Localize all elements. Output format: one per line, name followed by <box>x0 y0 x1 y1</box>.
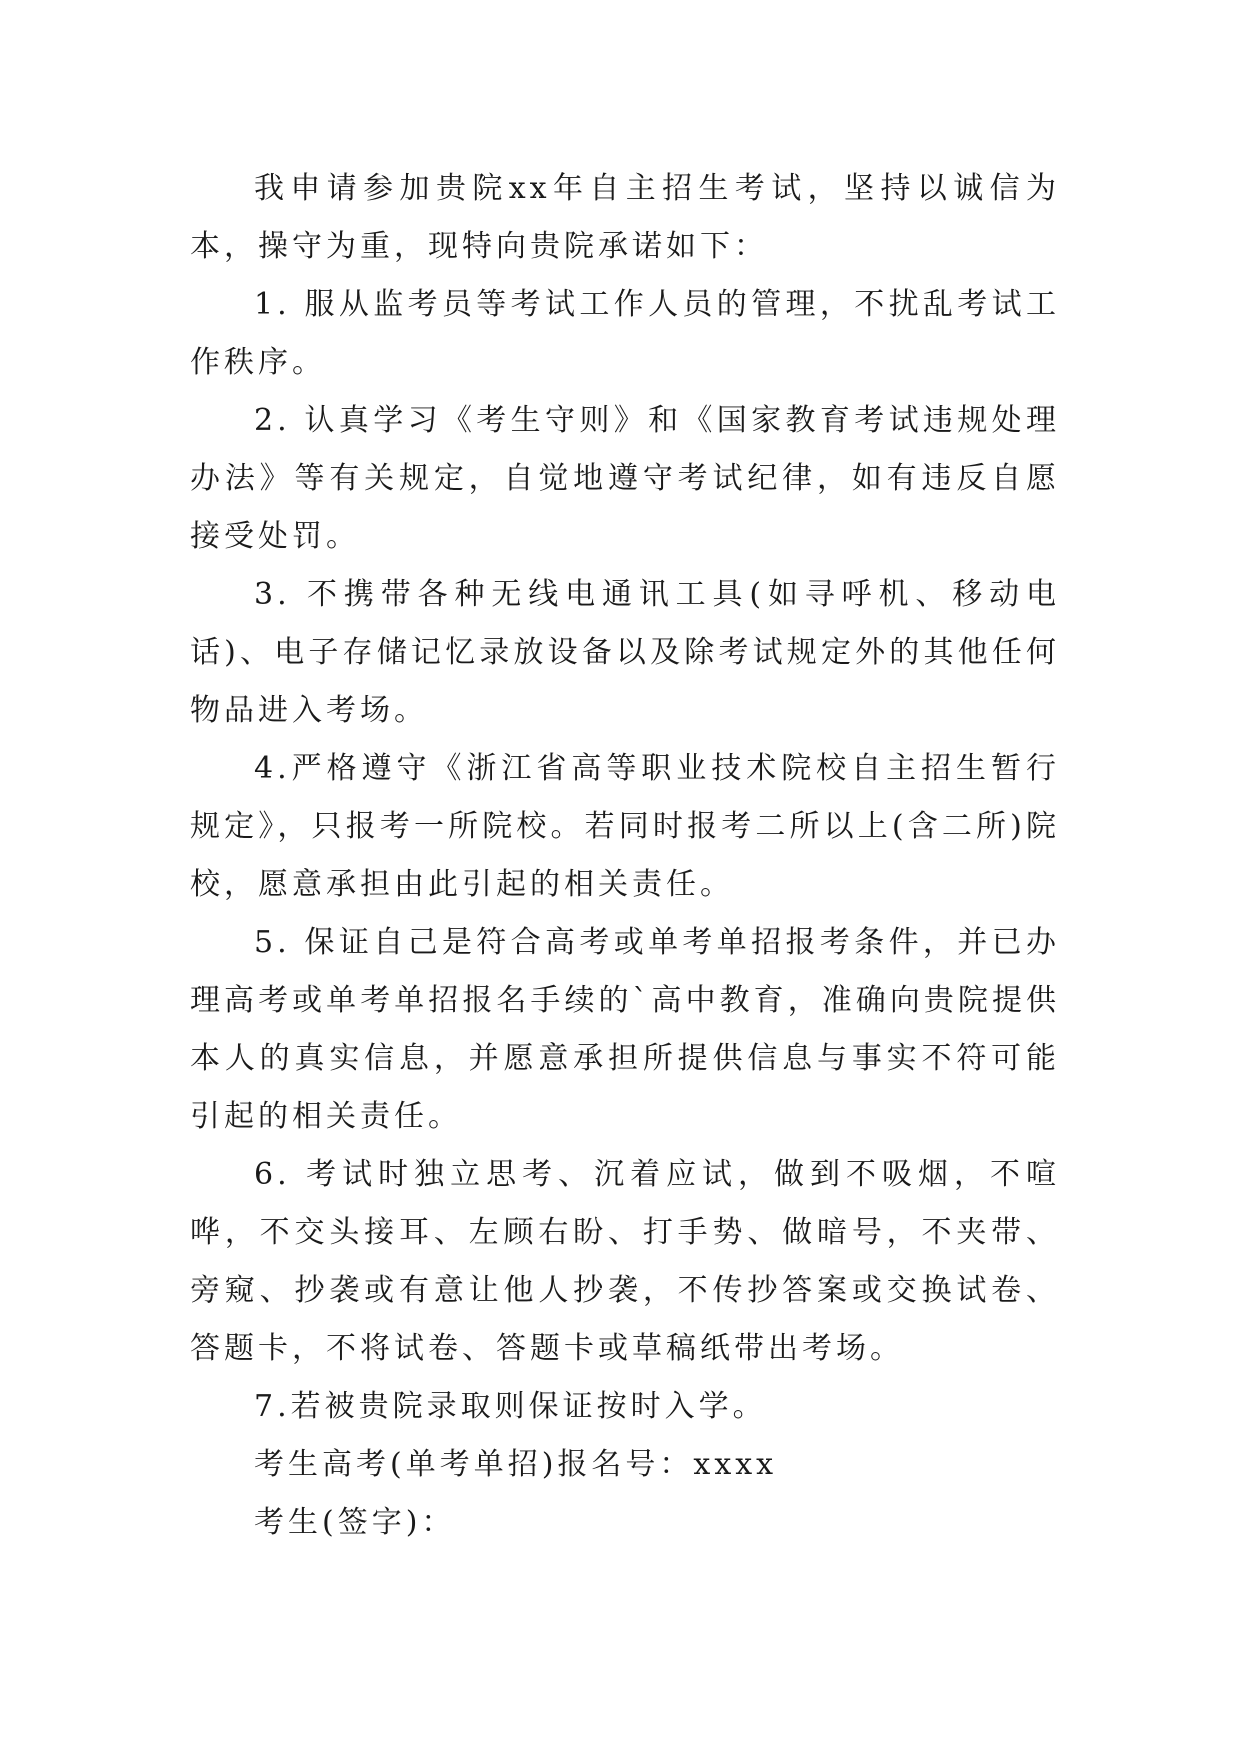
pledge-item-2: 2. 认真学习《考生守则》和《国家教育考试违规处理办法》等有关规定，自觉地遵守考试纪律，如有违反自愿接受处罚。 <box>190 403 1060 554</box>
intro-paragraph: 我申请参加贵院xx年自主招生考试，坚持以诚信为本，操守为重，现特向贵院承诺如下： <box>190 171 1060 264</box>
pledge-item-6: 6. 考试时独立思考、沉着应试，做到不吸烟，不喧哗，不交头接耳、左顾右盼、打手势、做暗号，不夹带、旁窥、抄袭或有意让他人抄袭，不传抄答案或交换试卷、答题卡，不将试卷、答题卡或草稿纸带出考场。 <box>190 1157 1060 1366</box>
signature-line: 考生(签字)： <box>254 1505 456 1540</box>
pledge-item-3: 3. 不携带各种无线电通讯工具(如寻呼机、移动电话)、电子存储记忆录放设备以及除考试规定外的其他任何物品进入考场。 <box>190 577 1060 728</box>
pledge-item-1: 1. 服从监考员等考试工作人员的管理，不扰乱考试工作秩序。 <box>190 287 1060 380</box>
registration-number-line: 考生高考(单考单招)报名号：xxxx <box>254 1447 778 1482</box>
pledge-item-5: 5. 保证自己是符合高考或单考单招报考条件，并已办理高考或单考单招报名手续的`高中教育，准确向贵院提供本人的真实信息，并愿意承担所提供信息与事实不符可能引起的相关责任。 <box>190 925 1060 1134</box>
pledge-body <box>190 160 1060 1552</box>
pledge-item-7: 7.若被贵院录取则保证按时入学。 <box>254 1389 767 1424</box>
pledge-item-4: 4.严格遵守《浙江省高等职业技术院校自主招生暂行规定》，只报考一所院校。若同时报考二所以上(含二所)院校，愿意承担由此引起的相关责任。 <box>190 751 1060 902</box>
